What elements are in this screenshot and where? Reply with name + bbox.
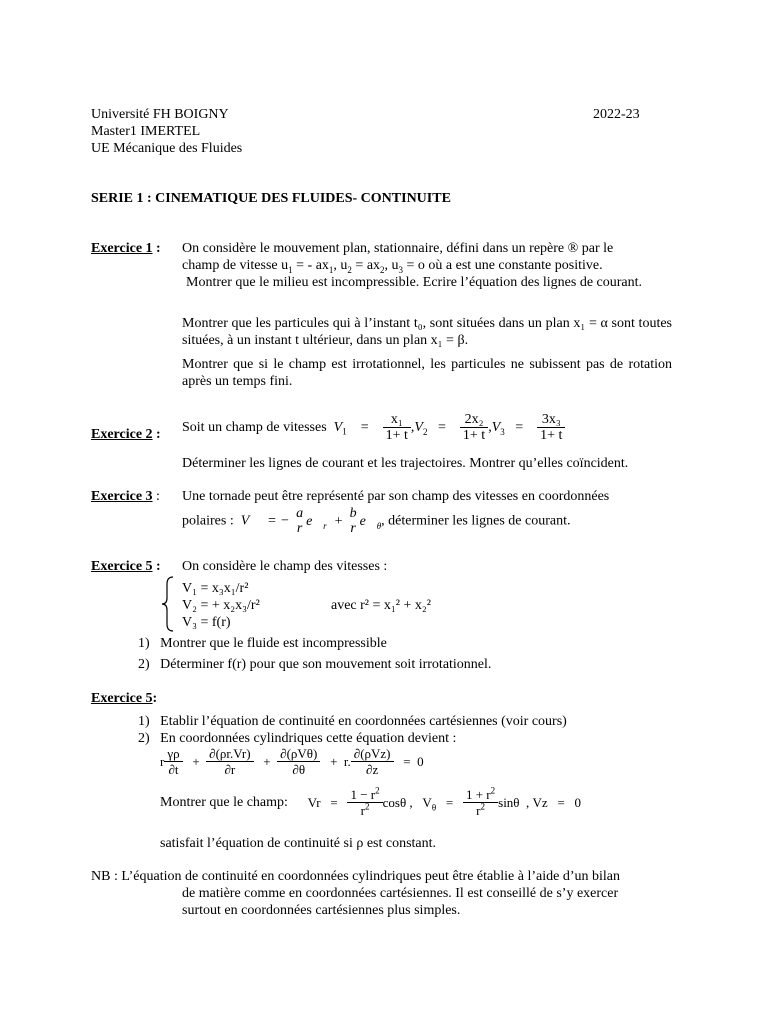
ex5b-question-1: 1) Etablir l’équation de continuité en coordonnées cartésiennes (voir cours) [138, 714, 567, 729]
ex5a-intro: On considère le champ des vitesses : [182, 559, 388, 574]
ex1-paragraph-3: Montrer que si le champ est irrotationnel, les particules ne subissent pas de rotation après un temps fini. [182, 357, 672, 389]
ex5a-v2: V₂ = + x₂x₃/r² [182, 598, 260, 613]
page-title: SERIE 1 : CINEMATIQUE DES FLUIDES- CONTINUITE [91, 191, 451, 206]
ex5a-label: Exercice 5 : [91, 559, 161, 574]
academic-year: 2022-23 [593, 107, 640, 122]
ex3-line1: Une tornade peut être représenté par son champ des vitesses en coordonnées [182, 489, 610, 504]
ex2-question: Déterminer les lignes de courant et les trajectoires. Montrer qu’elles coïncident. [182, 456, 629, 471]
velocity-field-cylindrical: Montrer que le champ: Vr = $\frac{1 - r^2}{r^2}$ cosθ , $V_\theta$ = $\frac{1 + r^2}{r^2}$ sinθ , Vz = 0 [160, 785, 582, 818]
ex5a-question-2: 2) Déterminer f(r) pour que son mouvement soit irrotationnel. [138, 657, 492, 672]
ex5b-condition: satisfait l’équation de continuité si ρ est constant. [160, 836, 437, 851]
ex5b-label: Exercice 5: [91, 691, 158, 706]
university-name: Université FH BOIGNY [91, 107, 229, 122]
program-name: Master1 IMERTEL [91, 124, 201, 139]
ex5a-v3: V₃ = f(r) [182, 615, 231, 630]
ex5a-v1: V₁ = x₃x₁/r² [182, 581, 249, 596]
ex1-paragraph-1: On considère le mouvement plan, stationnaire, défini dans un repère ® par le champ de vitesse $u_1$ = - $ax_1$, $u_2 = ax_2$, $u_3 = o$ où a est une constante positive. Montrer que le milieu est incompressible. Ecrire l’équation des lignes de courant. [182, 241, 643, 290]
continuity-equation-cylindrical: r $\frac{\gamma\rho}{\partial t}$ + $\frac{\partial(\rho r.Vr)}{\partial r}$ + $\frac{\text{∂(ρVθ)}}{\partial\theta}$ + r. $\frac{\text{∂(ρVz)}}{\partial z}$ = 0 [160, 746, 424, 777]
ex3-velocity-field: polaires : V⃗ = − a r $e⃗_r$ + b r $e⃗_\theta$, déterminer les lignes de courant. [182, 506, 571, 536]
ex5a-question-1: 1) Montrer que le fluide est incompressible [138, 636, 387, 651]
nb-note: NB : L’équation de continuité en coordonnées cylindriques peut être établie à l’aide d’un bilan de matière comme en coordonnées cartésiennes. Il est conseillé de s’y exercer surtout en coordonnées cartésiennes plus simples. [91, 869, 620, 918]
ex5b-question-2: 2) En coordonnées cylindriques cette équation devient : [138, 731, 457, 746]
course-name: UE Mécanique des Fluides [91, 141, 243, 156]
ex1-paragraph-2: Montrer que les particules qui à l’instant t₀, sont situées dans un plan x₁ = α sont toutes situées, à un instant t ultérieur, dans un plan x₁ = β. [182, 316, 672, 348]
ex5a-r-definition: avec r² = x₁² + x₂² [331, 598, 431, 613]
ex1-label: Exercice 1 : [91, 241, 161, 256]
ex3-label: Exercice 3 : [91, 489, 160, 504]
ex2-label: Exercice 2 : [91, 427, 161, 442]
ex2-velocity-field: Soit un champ de vitesses $V_1$ = $\frac{\text{x₁}}{1+ t}$ $,V_2$ = $\frac{\text{2x₂}}{1+ t}$ $,V_3$ = $\frac{\text{3x₃}}{1+ t}$ [182, 412, 565, 443]
brace-icon [160, 576, 176, 637]
